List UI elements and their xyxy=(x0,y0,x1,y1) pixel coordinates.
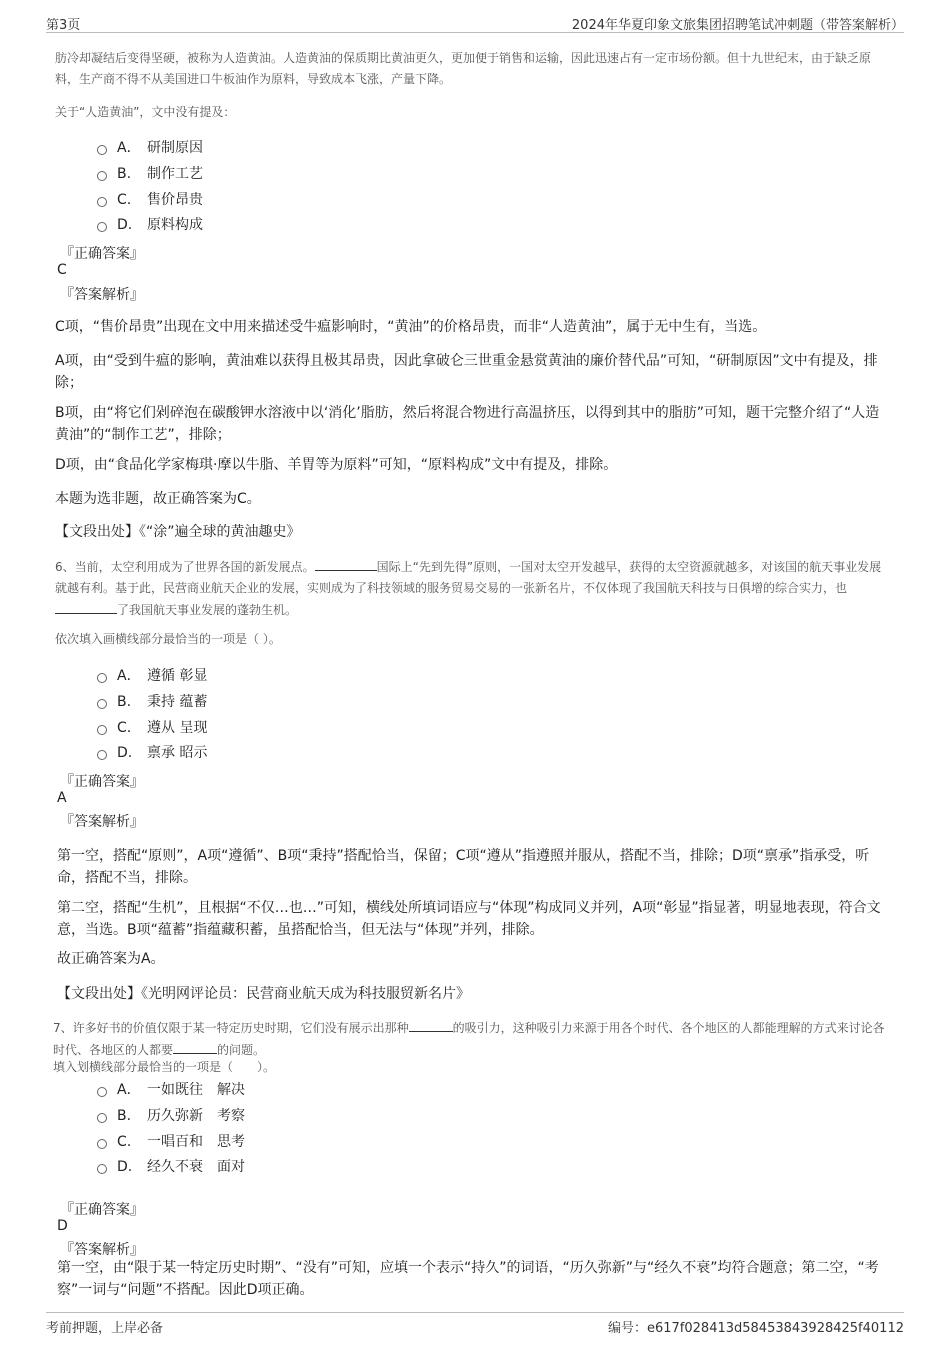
q5-option-c[interactable]: C. 售价昂贵 xyxy=(97,189,203,211)
radio-icon[interactable] xyxy=(97,1113,107,1123)
q5-analysis-label: 『答案解析』 xyxy=(60,287,144,303)
q6-answer-label: 『正确答案』 xyxy=(60,774,144,790)
q6-analysis-2: 第二空，搭配“生机”，且根据“不仅…也…”可知，横线处所填词语应与“体现”构成同义并列，A项“彰显”指显著，明显地表现，符合文意，当选。B项“蕴蓄”指蕴藏积蓄，虽搭配恰当，但无法与“体现”并列，排除。 xyxy=(57,900,881,938)
radio-icon[interactable] xyxy=(97,1087,107,1097)
q7-option-c[interactable]: C. 一唱百和 思考 xyxy=(97,1131,245,1153)
radio-icon[interactable] xyxy=(97,750,107,760)
radio-icon[interactable] xyxy=(97,171,107,181)
radio-icon[interactable] xyxy=(97,673,107,683)
q6-source: 【文段出处】《光明网评论员：民营商业航天成为科技服贸新名片》 xyxy=(57,986,470,1002)
page-footer xyxy=(46,1312,904,1336)
q5-analysis-d: D项，由“食品化学家梅琪·摩以牛脂、羊胃等为原料”可知，“原料构成”文中有提及，排除。 xyxy=(55,457,618,473)
q5-analysis-a: A项，由“受到牛瘟的影响，黄油难以获得且极其昂贵，因此拿破仑三世重金悬赏黄油的廉价替代品”可知，“研制原因”文中有提及，排除； xyxy=(55,353,878,391)
q6-option-a[interactable]: A． 遵循 彰显 xyxy=(97,665,207,687)
q6-analysis-1: 第一空，搭配“原则”，A项“遵循”、B项“秉持”搭配恰当，保留；C项“遵从”指遵照并服从，搭配不当，排除；D项“禀承”指承受，听命，搭配不当，排除。 xyxy=(57,848,870,886)
q7-option-b[interactable]: B. 历久弥新 考察 xyxy=(97,1105,245,1127)
document-code: 编号：e617f028413d58453843928425f40112 xyxy=(607,1321,904,1336)
q5-source: 【文段出处】《“涂”遍全球的黄油趣史》 xyxy=(55,524,301,540)
q5-analysis-c: C项，“售价昂贵”出现在文中用来描述受牛瘟影响时，“黄油”的价格昂贵，而非“人造黄油”，属于无中生有，当选。 xyxy=(55,319,767,335)
q6-analysis-label: 『答案解析』 xyxy=(60,814,144,830)
q7-analysis-label: 『答案解析』 xyxy=(60,1242,144,1258)
q6-answer: A xyxy=(57,790,67,806)
q5-conclusion: 本题为选非题，故正确答案为C。 xyxy=(55,491,261,507)
q7-answer-label: 『正确答案』 xyxy=(60,1202,144,1218)
q5-option-b[interactable]: B. 制作工艺 xyxy=(97,163,203,185)
q6-option-b[interactable]: B. 秉持 蕴蓄 xyxy=(97,691,207,713)
q7-option-a[interactable]: A． 一如既往 解决 xyxy=(97,1079,245,1101)
radio-icon[interactable] xyxy=(97,725,107,735)
q6-prompt: 依次填入画横线部分最恰当的一项是（ ）。 xyxy=(55,632,281,646)
q6-stem: 6、当前，太空利用成为了世界各国的新发展点。 国际上“先到先得”原则，一国对太空开发越早，获得的太空资源就越多，对该国的航天事业发展就越有利。基于此，民营商业航天企业的发展，实则成为了科技领域的服务贸易交易的一张新名片，不仅体现了我国航天科技与日俱增的综合实力，也了我国航天事业发展的蓬勃生机。 xyxy=(55,556,887,621)
radio-icon[interactable] xyxy=(97,699,107,709)
radio-icon[interactable] xyxy=(97,145,107,155)
q5-option-a[interactable]: A． 研制原因 xyxy=(97,137,203,159)
blank-2 xyxy=(173,1039,217,1054)
blank-2 xyxy=(55,599,117,614)
document-title: 2024年华夏印象文旅集团招聘笔试冲刺题（带答案解析） xyxy=(571,18,904,33)
blank-1 xyxy=(409,1017,453,1032)
radio-icon[interactable] xyxy=(97,222,107,232)
q6-conclusion: 故正确答案为A。 xyxy=(57,951,165,967)
q6-option-d[interactable]: D. 禀承 昭示 xyxy=(97,742,207,764)
q7-stem: 7、许多好书的价值仅限于某一特定历史时期，它们没有展示出那种 的吸引力，这种吸引力来源于用各个时代、各个地区的人都能理解的方式来讨论各时代、各地区的人都要 的问题。 xyxy=(53,1017,885,1061)
radio-icon[interactable] xyxy=(97,1139,107,1149)
q7-analysis: 第一空，由“限于某一特定历史时期”、“没有”可知，应填一个表示“持久”的词语，“历久弥新”与“经久不衰”均符合题意；第二空，“考察”一词与“问题”不搭配。因此D项正确。 xyxy=(57,1260,879,1298)
q5-stem: 关于“人造黄油”，文中没有提及： xyxy=(55,105,236,119)
q5-passage-tail: 肪冷却凝结后变得坚硬，被称为人造黄油。人造黄油的保质期比黄油更久，更加便于销售和运输，因此迅速占有一定市场份额。但十九世纪末，由于缺乏原料，生产商不得不从美国进口牛板油作为原料，导致成本飞涨，产量下降。 xyxy=(55,51,872,86)
q7-option-d[interactable]: D. 经久不衰 面对 xyxy=(97,1156,245,1178)
q5-answer-label: 『正确答案』 xyxy=(60,246,144,262)
footer-slogan: 考前押题，上岸必备 xyxy=(46,1321,164,1336)
page-header xyxy=(46,12,904,33)
radio-icon[interactable] xyxy=(97,1164,107,1174)
q5-option-d[interactable]: D. 原料构成 xyxy=(97,214,203,236)
q5-answer: C xyxy=(57,262,67,278)
blank-1 xyxy=(315,556,377,571)
radio-icon[interactable] xyxy=(97,197,107,207)
page-number: 第3页 xyxy=(46,18,81,33)
q6-option-c[interactable]: C. 遵从 呈现 xyxy=(97,717,207,739)
q7-answer: D xyxy=(57,1218,68,1234)
q7-prompt: 填入划横线部分最恰当的一项是（ ）。 xyxy=(53,1060,276,1074)
q5-analysis-b: B项，由“将它们剁碎泡在碳酸钾水溶液中以‘消化’脂肪，然后将混合物进行高温挤压，以得到其中的脂肪”可知，题干完整介绍了“人造黄油”的“制作工艺”，排除； xyxy=(55,405,880,443)
